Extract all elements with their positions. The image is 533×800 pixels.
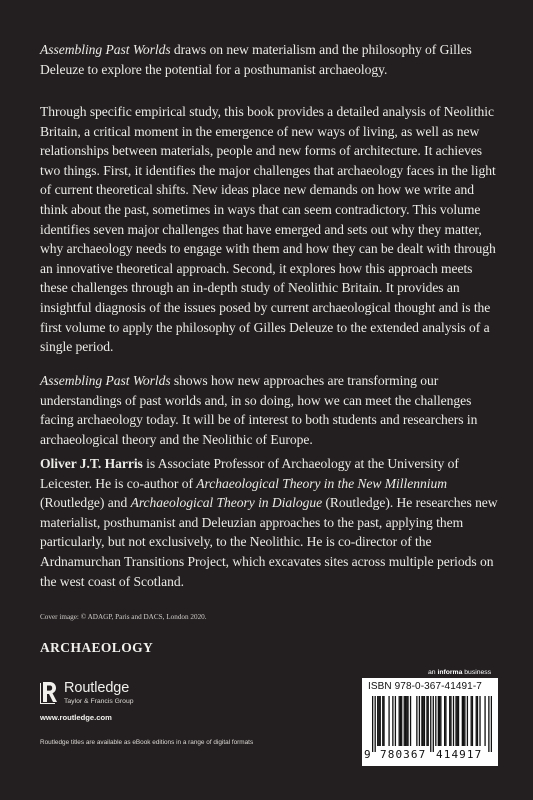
barcode-bar — [455, 696, 456, 746]
barcode-bar — [378, 696, 379, 746]
book-reference: Archaeological Theory in Dialogue — [130, 495, 323, 511]
barcode-bar — [445, 696, 446, 746]
barcode-bar — [426, 696, 427, 746]
barcode-bar — [484, 696, 485, 746]
barcode-bar — [472, 696, 473, 746]
barcode-bar — [372, 696, 373, 752]
publisher-url: www.routledge.com — [40, 713, 112, 722]
barcode-bar — [377, 696, 378, 746]
barcode-bar — [464, 696, 465, 746]
barcode-bar — [392, 696, 393, 746]
barcode-bar — [430, 696, 431, 752]
publisher-logo — [40, 680, 180, 712]
barcode-bar — [405, 696, 406, 746]
barcode-bar — [477, 696, 478, 746]
description-text: draws on new materialism and the philosophy of Gilles Deleuze to explore the potential for a posthumanist archaeology. — [40, 42, 472, 77]
barcode-bar — [463, 696, 464, 746]
barcode-bar — [423, 696, 424, 746]
routledge-logo-icon — [40, 680, 58, 704]
barcode-bar — [450, 696, 451, 746]
barcode-bar — [419, 696, 420, 746]
description-paragraph-2 — [40, 102, 498, 357]
barcode-bar — [467, 696, 468, 746]
barcode-bar — [476, 696, 477, 746]
barcode-bar — [449, 696, 450, 746]
barcode-bar — [433, 696, 434, 752]
ebook-note: Routledge titles are available as eBook editions in a range of digital formats — [40, 739, 254, 746]
author-bio-text: (Routledge) and — [40, 495, 131, 511]
subject-category: ARCHAEOLOGY — [40, 640, 154, 655]
barcode-digits-left: 780367 — [380, 748, 427, 761]
barcode-bar — [491, 696, 492, 752]
barcode-bar — [421, 696, 422, 746]
barcode-bar — [375, 696, 376, 752]
barcode-bar — [383, 696, 384, 746]
book-reference: Archaeological Theory in the New Millennium — [196, 475, 447, 491]
publisher-group: Taylor & Francis Group — [64, 698, 134, 705]
barcode-digits-right: 414917 — [436, 748, 483, 761]
barcode-bar — [428, 696, 429, 746]
barcode-bar — [424, 696, 425, 746]
barcode-bar — [457, 696, 458, 746]
informa-suffix: business — [462, 669, 492, 676]
barcode-bar — [438, 696, 439, 746]
barcode-icon — [372, 696, 492, 752]
barcode-bar — [479, 696, 480, 746]
author-bio-text: (Routledge). He researches new materialist, posthumanist and Deleuzian approaches to the past, applying them particularly, but not exclusively, to the Neolithic. He is co-director of the Ardnamurchan Transitions Project, which excavates sites across multiple periods on the west coast of Scotland. — [40, 495, 498, 589]
informa-brand: informa — [437, 669, 463, 676]
book-title-inline: Assembling Past Worlds — [40, 42, 171, 57]
cover-image-credit: Cover image: © ADAGP, Paris and DACS, London 2020. — [40, 613, 207, 621]
barcode-bar — [416, 696, 417, 746]
barcode-bar — [410, 696, 411, 746]
barcode-bar — [406, 696, 407, 746]
barcode-bar — [399, 696, 400, 746]
barcode-bar — [440, 696, 441, 746]
barcode-bar — [401, 696, 402, 746]
book-title-inline: Assembling Past Worlds — [40, 373, 171, 388]
barcode-bar — [471, 696, 472, 746]
description-paragraph-1 — [40, 40, 498, 79]
barcode-digit-first: 9 — [364, 748, 371, 761]
description-text: shows how new approaches are transforming our understandings of past worlds and, in so doing, how we can meet the challenges facing archaeology today. It will be of interest to both students and researchers in archaeological theory and the Neolithic of Europe. — [40, 373, 478, 447]
barcode-bar — [395, 696, 396, 746]
barcode-bar — [462, 696, 463, 746]
barcode-bar — [382, 696, 383, 746]
informa-business-label — [428, 669, 491, 676]
barcode-bar — [488, 696, 489, 752]
description-text: Through specific empirical study, this book provides a detailed analysis of Neolithic Britain, a critical moment in the emergence of new ways of living, as well as new relationships between materials, people and new forms of architecture. It achieves two things. First, it identifies the major challenges that archaeology faces in the light of current theoretical shifts. New ideas place new demands on how we write and think about the past, sometimes in ways that can seem contradictory. This volume identifies seven major challenges that have emerged and sets out why they matter, why archaeology needs to engage with them and how they can be dealt with through an innovative theoretical approach. Second, it explores how this approach meets these challenges through an in-depth study of Neolithic Britain. It provides an insightful diagnosis of the issues posed by current archaeological thought and is the first volume to apply the philosophy of Gilles Deleuze to the extended analysis of a single period. — [40, 104, 496, 355]
author-bio — [40, 454, 498, 591]
isbn-label: ISBN 978-0-367-41491-7 — [368, 681, 482, 692]
barcode-bar — [400, 696, 401, 746]
publisher-name: Routledge — [64, 680, 130, 696]
barcode-bar — [435, 696, 436, 746]
description-paragraph-3 — [40, 371, 498, 449]
barcode-bar — [407, 696, 408, 746]
barcode-bar — [453, 696, 454, 746]
barcode-bar — [439, 696, 440, 746]
barcode-bar — [458, 696, 459, 746]
barcode-bar — [404, 696, 405, 746]
author-bio-text: is Associate Professor of Archaeology at the University of Leicester. He is co-author of — [40, 456, 459, 491]
barcode-bar — [388, 696, 389, 746]
author-name: Oliver J.T. Harris — [40, 456, 143, 471]
informa-prefix: an — [428, 669, 438, 676]
barcode-bar — [380, 696, 381, 746]
barcode-bar — [444, 696, 445, 746]
